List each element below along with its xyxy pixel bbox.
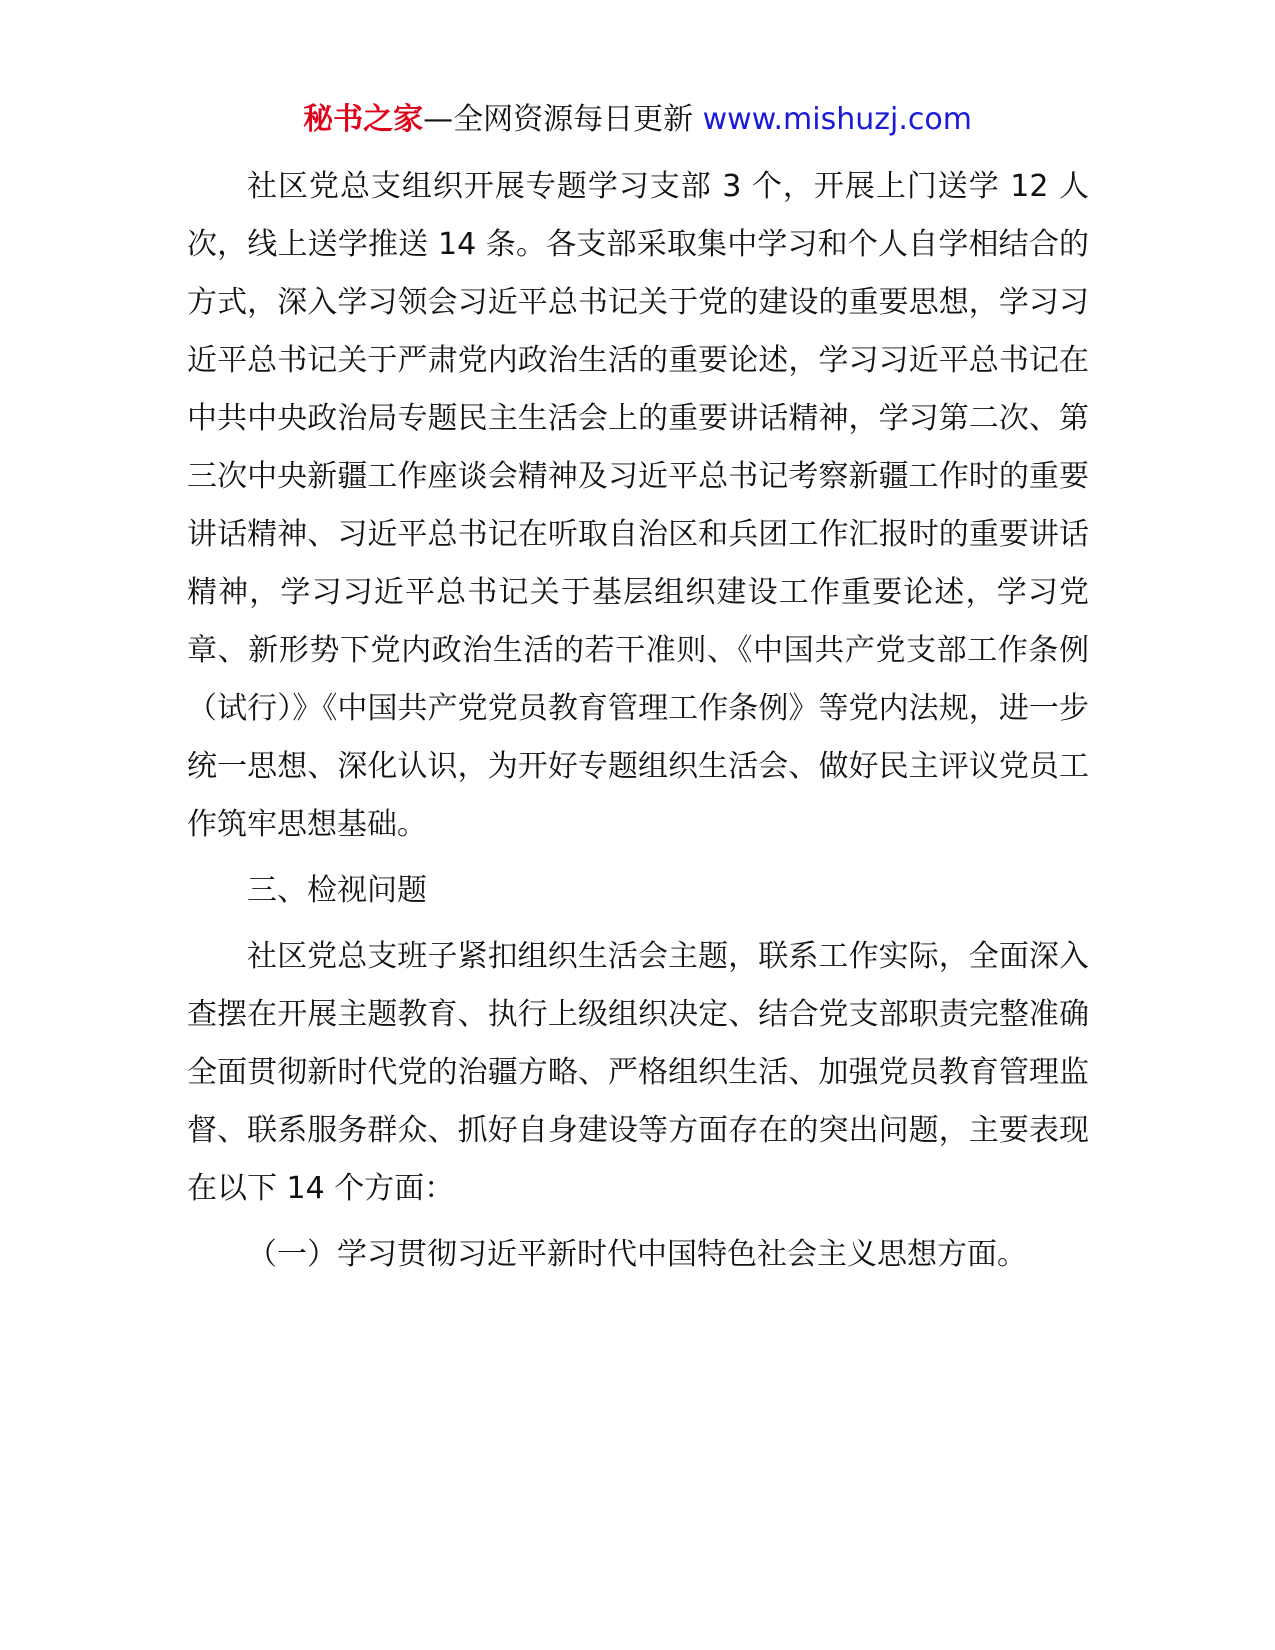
section-heading: 三、检视问题 [247,873,427,908]
document-body [187,158,1089,1284]
paragraph-study-activities: 社区党总支组织开展专题学习支部 3 个，开展上门送学 12 人次，线上送学推送 14 条。各支部采取集中学习和个人自学相结合的方式，深入学习领会习近平总书记关于党的建设的重要思想，学习习近平总书记关于严肃党内政治生活的重要论述，学习习近平总书记在中共中央政治局专题民主生活会上的重要讲话精神，学习第二次、第三次中央新疆工作座谈会精神及习近平总书记考察新疆工作时的重要讲话精神、习近平总书记在听取自治区和兵团工作汇报时的重要讲话精神，学习习近平总书记关于基层组织建设工作重要论述，学习党章、新形势下党内政治生活的若干准则、《中国共产党支部工作条例（试行）》《中国共产党党员教育管理工作条例》等党内法规，进一步统一思想、深化认识，为开好专题组织生活会、做好民主评议党员工作筑牢思想基础。 [187,169,1089,842]
paragraph-problems-overview: 社区党总支班子紧扣组织生活会主题，联系工作实际，全面深入查摆在开展主题教育、执行上级组织决定、结合党支部职责完整准确全面贯彻新时代党的治疆方略、严格组织生活、加强党员教育管理监督、联系服务群众、抓好自身建设等方面存在的突出问题，主要表现在以下 14 个方面： [187,939,1089,1206]
header-tagline: —全网资源每日更新 [423,102,703,137]
brand-name: 秘书之家 [303,102,424,137]
website-link[interactable]: www.mishuzj.com [702,102,972,137]
subsection-heading: （一）学习贯彻习近平新时代中国特色社会主义思想方面。 [247,1237,1027,1272]
watermark-header [0,100,1275,140]
